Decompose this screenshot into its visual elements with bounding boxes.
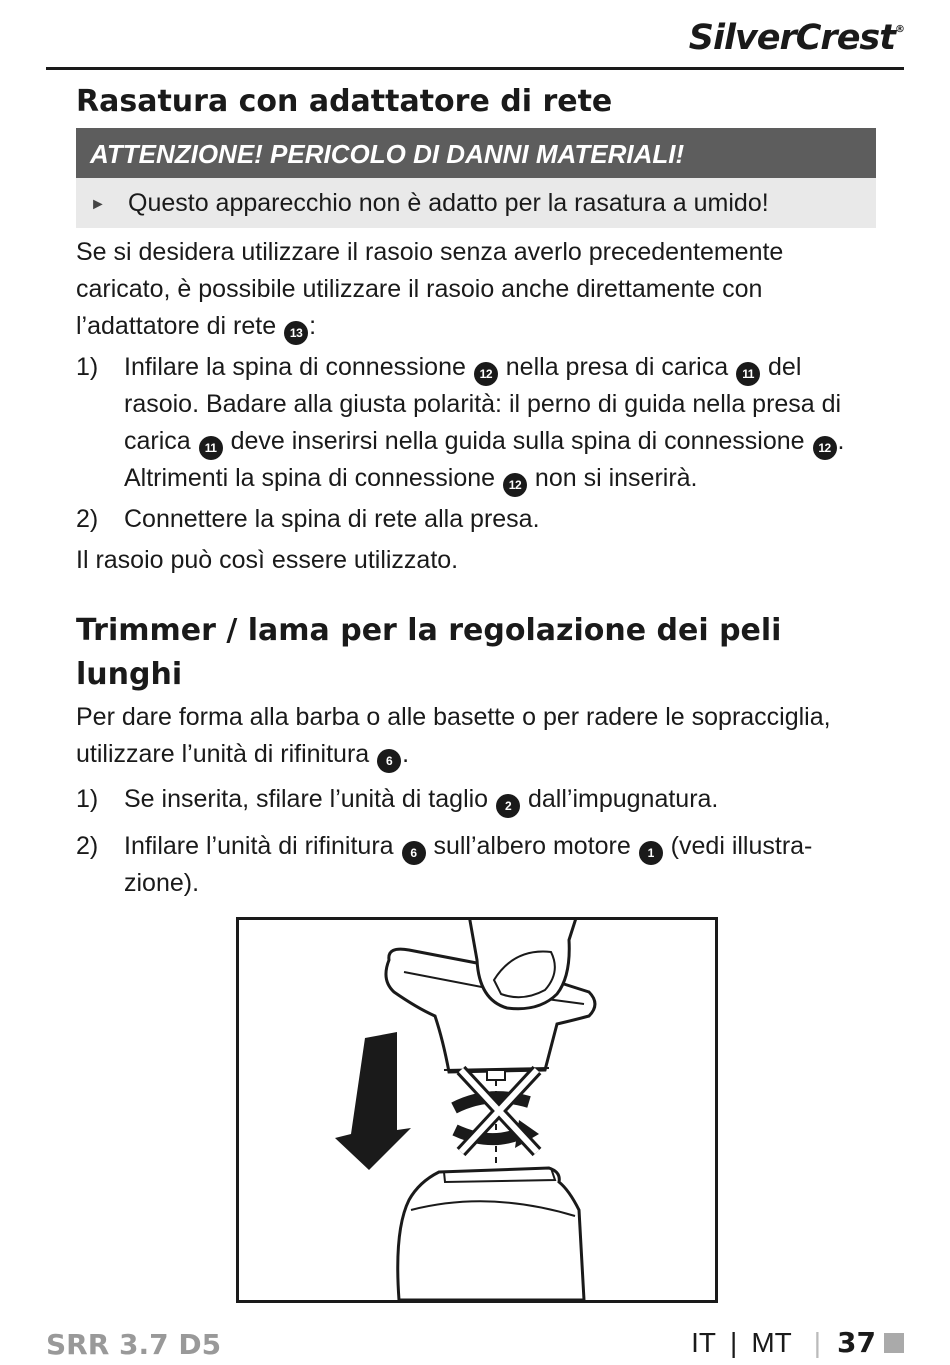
- page-footer: [691, 1326, 904, 1359]
- model-number: SRR 3.7 D5: [46, 1328, 222, 1361]
- callout-13-icon: 13: [284, 321, 308, 345]
- warning-heading: ATTENZIONE! PERICOLO DI DANNI MATERIALI!: [76, 128, 876, 178]
- list-item: 2) Connettere la spina di rete alla presa.: [76, 505, 540, 533]
- mains-outro-paragraph: Il rasoio può così essere utilizzato.: [76, 546, 459, 574]
- trimmer-illustration: [236, 917, 718, 1303]
- down-arrow-icon: [335, 1032, 411, 1170]
- trimmer-steps-list: [76, 781, 876, 902]
- callout-11-icon: 11: [199, 436, 223, 460]
- callout-2-icon: 2: [496, 794, 520, 818]
- warning-box: [76, 178, 876, 228]
- language-separator: |: [730, 1326, 738, 1358]
- callout-12-icon: 12: [813, 436, 837, 460]
- page-content: [76, 80, 876, 902]
- trimmer-mounting-drawing: [239, 920, 715, 1300]
- header-rule: [46, 67, 904, 70]
- list-item: 1) Infilare la spina di connessione 12 nella presa di carica 11 del rasoio. Badare alla giusta polarità: il perno di guida nella presa di carica 11 deve inserirsi nella guida sulla spina di connessione 12 . Altrimenti la spina di connessione 12 non si inserirà.: [76, 349, 876, 497]
- mains-steps-list: [76, 349, 876, 538]
- callout-11-icon: 11: [736, 362, 760, 386]
- brand-logo: SilverCrest®: [688, 18, 904, 58]
- mains-intro-paragraph: Se si desidera utilizzare il rasoio senza averlo precedentemente caricato, è possibile utilizzare il rasoio anche direttamente con l’adattatore di rete 13 :: [76, 234, 876, 345]
- list-item: 1) Se inserita, sfilare l’unità di taglio 2 dall’impugnatura.: [76, 781, 876, 818]
- shaver-body: [398, 1168, 584, 1300]
- section-title-mains-shaving: Rasatura con adattatore di rete: [76, 84, 613, 119]
- warning-text: Questo apparecchio non è adatto per la rasatura a umido!: [128, 189, 769, 217]
- callout-6-icon: 6: [377, 749, 401, 773]
- language-mt: MT: [751, 1326, 792, 1358]
- trimmer-intro-paragraph: Per dare forma alla barba o alle basette o per radere le sopracciglia, utilizzare l’unità di rifinitura 6 .: [76, 699, 876, 773]
- list-item: 2) Infilare l’unità di rifinitura 6 sull’albero motore 1 (vedi illustra-zione).: [76, 832, 813, 897]
- section-title-trimmer: Trimmer / lama per la regolazione dei peli lunghi: [76, 613, 782, 692]
- callout-12-icon: 12: [474, 362, 498, 386]
- page-marker-icon: [884, 1333, 904, 1353]
- callout-6-icon: 6: [402, 841, 426, 865]
- triangle-bullet-icon: ►: [90, 196, 106, 213]
- language-it: IT: [691, 1326, 717, 1358]
- page-number: 37: [837, 1326, 876, 1359]
- callout-12-icon: 12: [503, 473, 527, 497]
- callout-1-icon: 1: [639, 841, 663, 865]
- page-separator: |: [813, 1326, 822, 1358]
